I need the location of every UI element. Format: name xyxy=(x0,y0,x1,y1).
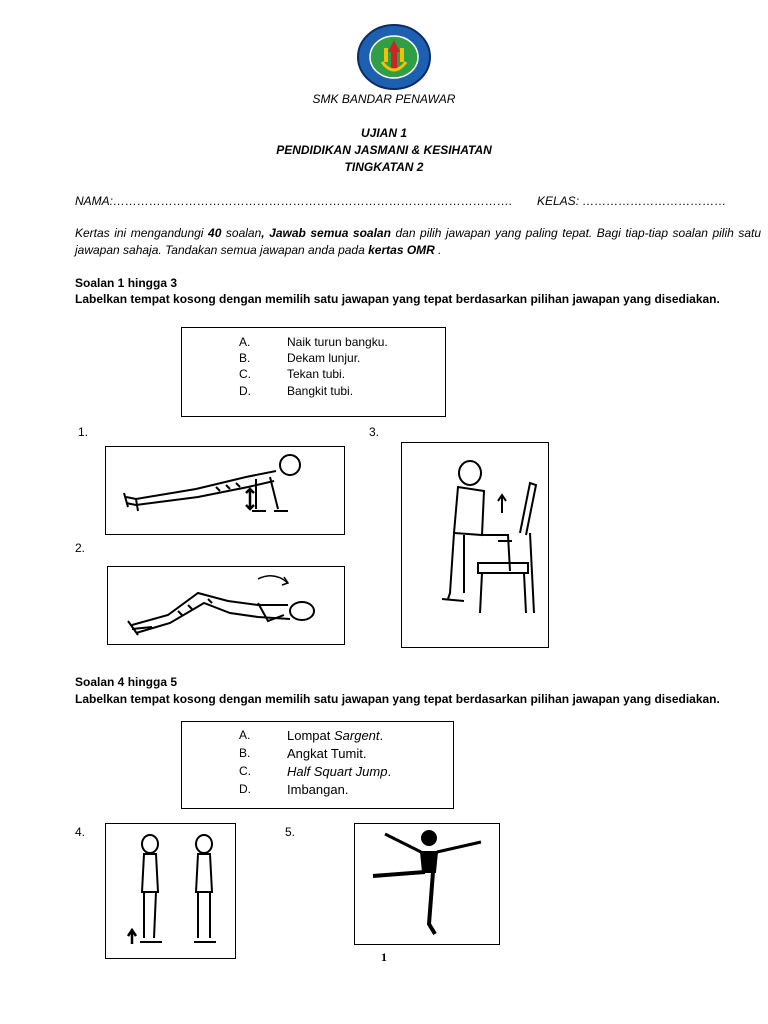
instr-text-2: soalan xyxy=(221,226,262,240)
section2-title: Soalan 4 hingga 5 xyxy=(75,675,178,689)
section1-options-box xyxy=(181,327,446,417)
school-logo xyxy=(354,22,434,92)
instr-text-1: Kertas ini mengandungi xyxy=(75,226,209,240)
option-text-part: Imbangan. xyxy=(287,782,349,797)
question-number-5: 5. xyxy=(285,825,296,839)
section2-instruction: Labelkan tempat kosong dengan memilih satu jawapan yang tepat berdasarkan pilihan jawapan yang disediakan. xyxy=(75,692,720,706)
option-letter: D. xyxy=(239,384,251,398)
figure-sit-up xyxy=(107,566,345,645)
balance-illustration-icon xyxy=(355,824,499,944)
option-text xyxy=(287,746,366,761)
section2-options-box xyxy=(181,721,454,809)
instr-bold-answer-all: , Jawab semua soalan xyxy=(261,226,391,240)
option-letter: B. xyxy=(239,746,251,760)
class-field xyxy=(537,194,726,208)
option-text xyxy=(287,764,391,779)
figure-balance xyxy=(354,823,500,945)
figure-step-up xyxy=(401,442,549,648)
school-name: SMK BANDAR PENAWAR xyxy=(312,92,456,106)
option-text xyxy=(287,728,383,743)
option-letter: A. xyxy=(239,335,251,349)
name-dots: ………………………………………………………………………………………. xyxy=(113,194,513,208)
instr-count: 40 xyxy=(208,226,222,240)
name-label: NAMA: xyxy=(75,194,114,208)
instr-bold-omr: kertas OMR xyxy=(368,243,435,257)
question-number-3: 3. xyxy=(369,425,380,439)
question-number-2: 2. xyxy=(75,541,86,555)
option-text-part: . xyxy=(387,764,392,779)
page-number: 1 xyxy=(381,950,387,964)
option-text: Dekam lunjur. xyxy=(287,351,361,365)
school-crest-icon xyxy=(354,22,434,92)
exam-title: UJIAN 1 xyxy=(360,126,407,140)
section1-instruction: Labelkan tempat kosong dengan memilih satu jawapan yang tepat berdasarkan pilihan jawapan yang disediakan. xyxy=(75,292,720,306)
option-text-part: Angkat Tumit. xyxy=(287,746,367,761)
option-letter: D. xyxy=(239,782,251,796)
option-text: Naik turun bangku. xyxy=(287,335,388,349)
question-number-1: 1. xyxy=(78,425,89,439)
form-title: TINGKATAN 2 xyxy=(344,160,424,174)
option-text-italic: Sargent xyxy=(333,728,380,743)
class-dots: ……………………………… xyxy=(579,194,727,208)
class-label: KELAS: xyxy=(537,194,580,208)
option-text-italic: Half Squart Jump xyxy=(287,764,388,779)
figure-push-up xyxy=(105,446,345,535)
option-letter: A. xyxy=(239,728,251,742)
question-number-4: 4. xyxy=(75,825,86,839)
subject-title: PENDIDIKAN JASMANI & KESIHATAN xyxy=(276,143,492,157)
instr-text-3: dan pilih jawapan yang paling tepat. Bagi tiap-tiap soalan pilih satu jawapan sahaja. Tandakan semua jawapan anda pada xyxy=(75,226,762,257)
section1-title: Soalan 1 hingga 3 xyxy=(75,276,178,290)
option-letter: C. xyxy=(239,764,251,778)
calf-raise-illustration-icon xyxy=(106,824,235,958)
instr-text-4: . xyxy=(434,243,442,257)
option-text-part: Lompat xyxy=(287,728,334,743)
option-text xyxy=(287,782,348,797)
instructions-paragraph xyxy=(75,225,761,259)
step-up-illustration-icon xyxy=(402,443,548,647)
sit-up-illustration-icon xyxy=(108,567,344,644)
option-letter: C. xyxy=(239,367,251,381)
figure-calf-raise xyxy=(105,823,236,959)
option-text: Tekan tubi. xyxy=(287,367,346,381)
push-up-illustration-icon xyxy=(106,447,344,534)
option-text-part: . xyxy=(379,728,384,743)
option-text: Bangkit tubi. xyxy=(287,384,354,398)
name-field xyxy=(75,194,512,208)
option-letter: B. xyxy=(239,351,251,365)
